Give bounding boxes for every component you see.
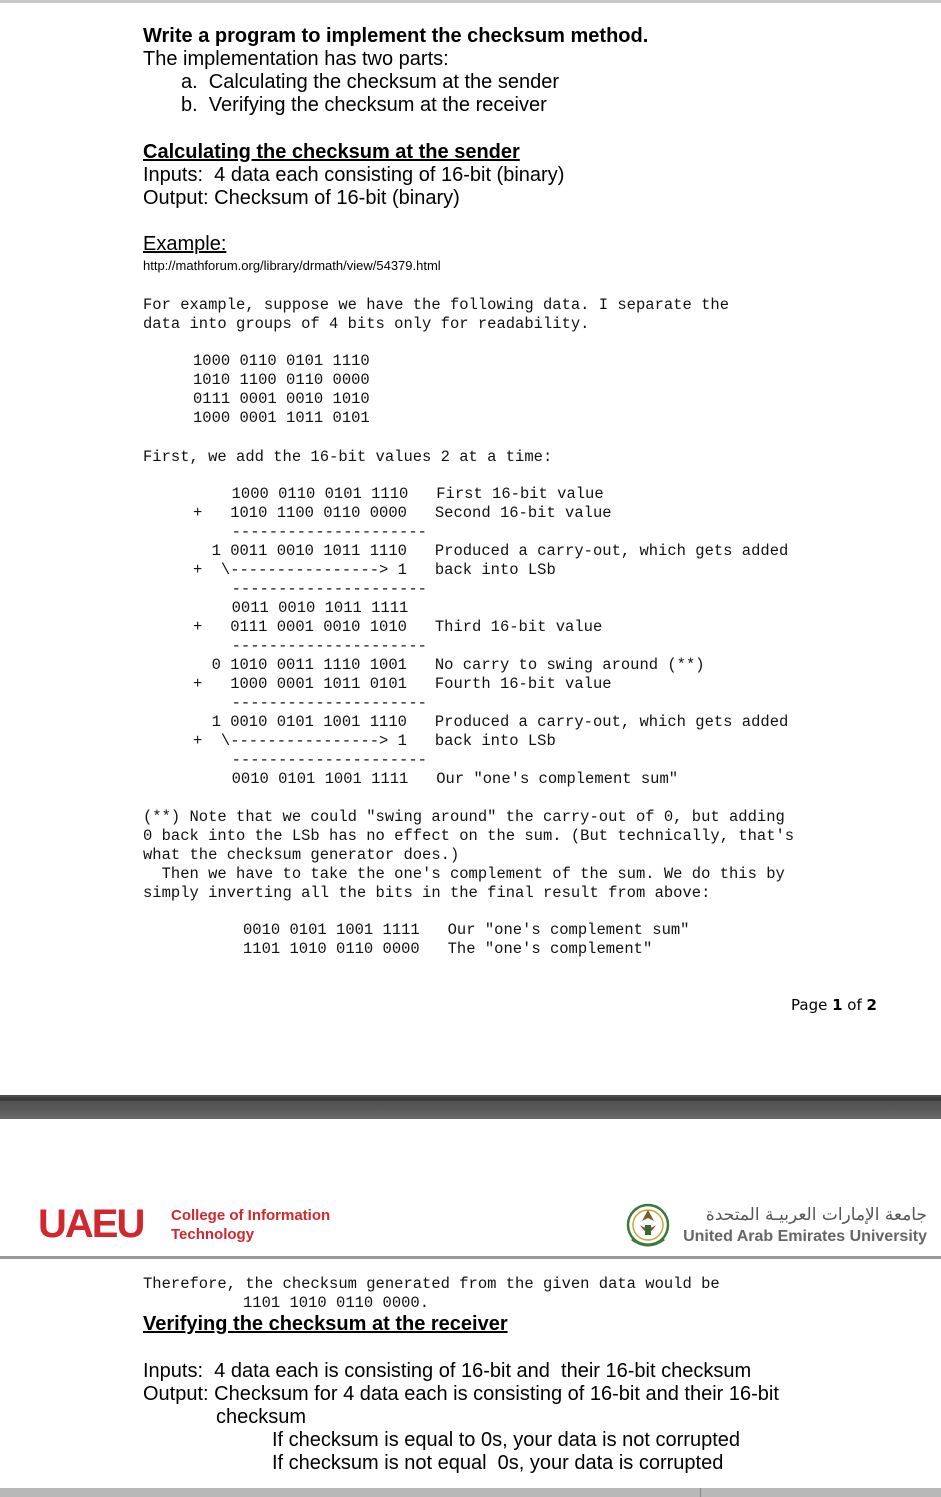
data-row: 0111 0001 0010 1010 (193, 390, 370, 408)
therefore-line-2: 1101 1010 0110 0000. (243, 1294, 430, 1312)
example-url[interactable]: http://mathforum.org/library/drmath/view/54379.html (143, 258, 441, 273)
data-row: 1010 1100 0110 0000 (193, 371, 370, 389)
arabic-university-name: جامعة الإمارات العربيـة المتحدة (705, 1205, 927, 1225)
calc-line: + 1000 0001 1011 0101 Fourth 16-bit value (193, 675, 612, 693)
college-logo-text (171, 1206, 330, 1244)
calc-line: --------------------- (213, 637, 427, 655)
note-line: Then we have to take the one's complement of the sum. We do this by (143, 865, 785, 883)
sender-heading: Calculating the checksum at the sender (143, 141, 520, 163)
data-row: 1000 0110 0101 1110 (193, 352, 370, 370)
result-sum: 0010 0101 1001 1111 Our "one's complement sum" (243, 921, 690, 939)
receiver-output-cont: checksum (216, 1406, 307, 1428)
result-complement: 1101 1010 0110 0000 The "one's complement" (243, 940, 653, 958)
page-number: 1 (832, 996, 843, 1014)
page-of: of (842, 996, 867, 1014)
condition-not-corrupted: If checksum is equal to 0s, your data is not corrupted (272, 1429, 741, 1451)
page-separator (0, 1095, 941, 1119)
page-indicator (791, 996, 877, 1014)
bottom-scrollbar (0, 1488, 941, 1497)
page-total: 2 (866, 996, 877, 1014)
sender-output: Output: Checksum of 16-bit (binary) (143, 187, 460, 209)
data-row: 1000 0001 1011 0101 (193, 409, 370, 427)
note-line: what the checksum generator does.) (143, 846, 460, 864)
sender-inputs: Inputs: 4 data each consisting of 16-bit (binary) (143, 164, 565, 186)
calc-line: + 1010 1100 0110 0000 Second 16-bit value (193, 504, 612, 522)
receiver-output: Output: Checksum for 4 data each is consisting of 16-bit and their 16-bit (143, 1383, 779, 1405)
intro-text: The implementation has two parts: (143, 48, 449, 70)
calc-line: + \----------------> 1 back into LSb (193, 561, 556, 579)
note-line: 0 back into the LSb has no effect on the sum. (But technically, that's (143, 827, 795, 845)
receiver-heading: Verifying the checksum at the receiver (143, 1313, 508, 1335)
college-line-1: College of Information (171, 1207, 331, 1224)
calc-line: 1 0011 0010 1011 1110 Produced a carry-out, which gets added (193, 542, 789, 560)
mono-intro-line-1: For example, suppose we have the following data. I separate the (143, 296, 729, 314)
condition-corrupted: If checksum is not equal 0s, your data is corrupted (272, 1452, 724, 1474)
assignment-title: Write a program to implement the checksum method. (143, 25, 649, 47)
note-line: (**) Note that we could "swing around" the carry-out of 0, but adding (143, 808, 785, 826)
first-add-text: First, we add the 16-bit values 2 at a time: (143, 448, 553, 466)
therefore-line-1: Therefore, the checksum generated from the given data would be (143, 1275, 720, 1293)
calc-line: 1 0010 0101 1001 1110 Produced a carry-out, which gets added (193, 713, 789, 731)
part-a: a. Calculating the checksum at the sender (181, 71, 559, 93)
calc-line: 0010 0101 1001 1111 Our "one's complement sum" (213, 770, 679, 788)
header-rule (0, 1256, 941, 1259)
note-line: simply inverting all the bits in the final result from above: (143, 884, 711, 902)
part-b: b. Verifying the checksum at the receiver (181, 94, 547, 116)
calc-line: 0 1010 0011 1110 1001 No carry to swing around (**) (193, 656, 705, 674)
calc-line: 1000 0110 0101 1110 First 16-bit value (213, 485, 604, 503)
calc-line: + 0111 0001 0010 1010 Third 16-bit value (193, 618, 603, 636)
uaeu-logo: UAEU (38, 1202, 144, 1246)
calc-line: --------------------- (213, 523, 427, 541)
university-name: United Arab Emirates University (683, 1228, 927, 1245)
calc-line: --------------------- (213, 580, 427, 598)
page-prefix: Page (791, 996, 833, 1014)
receiver-inputs: Inputs: 4 data each is consisting of 16-bit and their 16-bit checksum (143, 1360, 752, 1382)
college-line-2: Technology (171, 1226, 255, 1243)
calc-line: --------------------- (213, 694, 427, 712)
calc-line: + \----------------> 1 back into LSb (193, 732, 556, 750)
calc-line: 0011 0010 1011 1111 (213, 599, 409, 617)
university-seal-icon (626, 1201, 670, 1251)
mono-intro-line-2: data into groups of 4 bits only for readability. (143, 315, 590, 333)
calc-line: --------------------- (213, 751, 427, 769)
example-label: Example: (143, 233, 227, 255)
